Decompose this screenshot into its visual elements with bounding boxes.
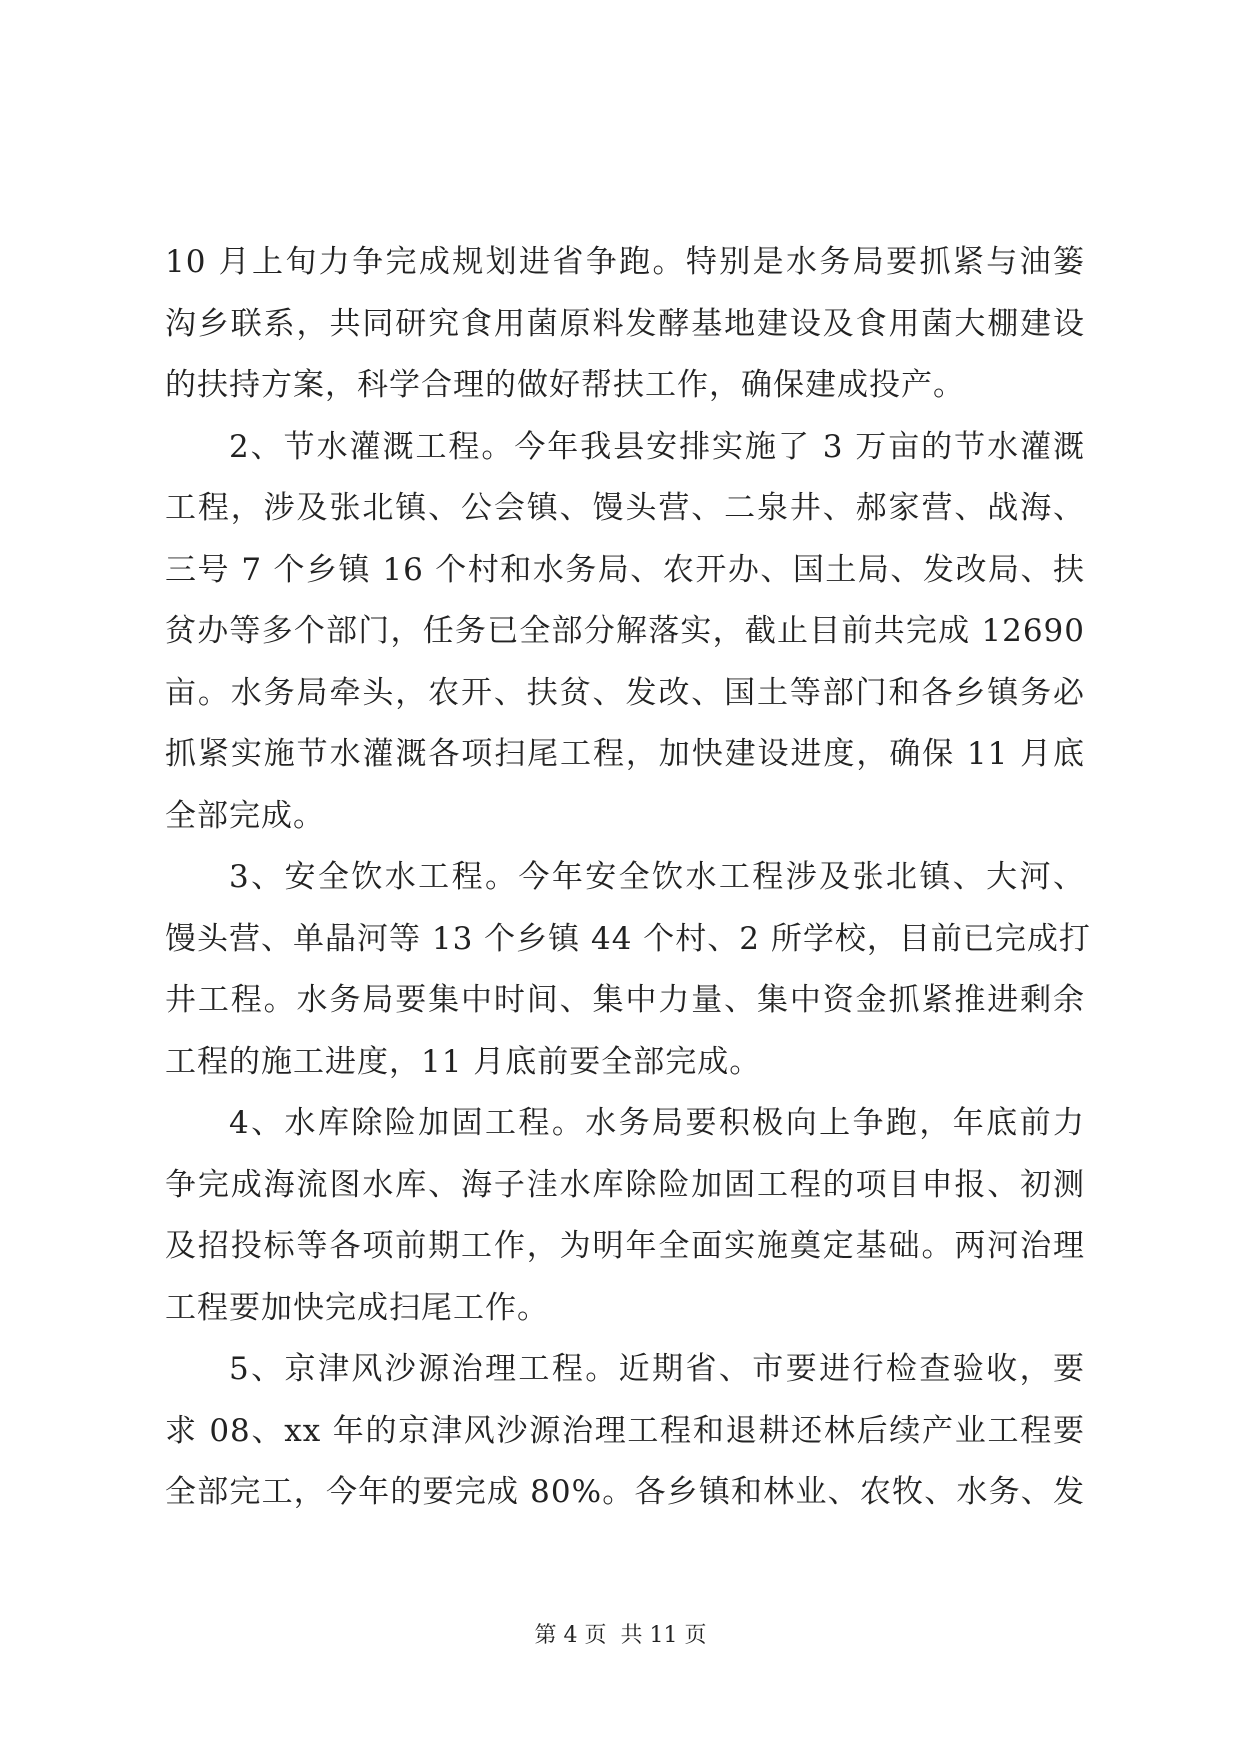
text-line: 工程，涉及张北镇、公会镇、馒头营、二泉井、郝家营、战海、 — [165, 490, 1085, 526]
text-line: 工程的施工进度，11 月底前要全部完成。 — [165, 1043, 762, 1080]
text-line: 工程要加快完成扫尾工作。 — [165, 1289, 549, 1326]
text-line: 沟乡联系，共同研究食用菌原料发酵基地建设及食用菌大棚建设 — [165, 305, 1085, 342]
text-line: 三号 7 个乡镇 16 个村和水务局、农开办、国土局、发改局、扶 — [165, 551, 1085, 588]
paragraph-water-saving-irrigation — [165, 417, 1085, 848]
text-line: 4、水库除险加固工程。水务局要积极向上争跑，年底前力 — [229, 1105, 1085, 1141]
text-line: 全部完工，今年的要完成 80%。各乡镇和林业、农牧、水务、发 — [165, 1474, 1085, 1510]
text-line: 10 月上旬力争完成规划进省争跑。特别是水务局要抓紧与油篓 — [165, 244, 1085, 280]
document-page — [165, 232, 1091, 1524]
text-line: 的扶持方案，科学合理的做好帮扶工作，确保建成投产。 — [165, 367, 965, 403]
text-line: 井工程。水务局要集中时间、集中力量、集中资金抓紧推进剩余 — [165, 982, 1085, 1018]
text-line: 亩。水务局牵头，农开、扶贫、发改、国土等部门和各乡镇务必 — [165, 674, 1085, 711]
text-line: 2、节水灌溉工程。今年我县安排实施了 3 万亩的节水灌溉 — [229, 428, 1085, 465]
page-footer — [0, 1618, 1241, 1649]
text-line: 抓紧实施节水灌溉各项扫尾工程，加快建设进度，确保 11 月底 — [165, 736, 1085, 772]
paragraph-sandstorm-source-control — [165, 1339, 1085, 1524]
paragraph-safe-drinking-water — [165, 847, 1091, 1093]
text-line: 及招投标等各项前期工作，为明年全面实施奠定基础。两河治理 — [165, 1228, 1085, 1264]
paragraph-reservoir-reinforcement — [165, 1093, 1085, 1339]
page-number: 第 4 页 共 11 页 — [534, 1623, 707, 1648]
text-line: 争完成海流图水库、海子洼水库除险加固工程的项目申报、初测 — [165, 1166, 1085, 1203]
paragraph-continuation — [165, 232, 1085, 417]
text-line: 贫办等多个部门，任务已全部分解落实，截止目前共完成 12690 — [165, 613, 1085, 649]
text-line: 全部完成。 — [165, 797, 325, 834]
text-line: 求 08、xx 年的京津风沙源治理工程和退耕还林后续产业工程要 — [165, 1412, 1085, 1449]
text-line: 3、安全饮水工程。今年安全饮水工程涉及张北镇、大河、 — [229, 859, 1085, 895]
text-line: 5、京津风沙源治理工程。近期省、市要进行检查验收，要 — [229, 1351, 1085, 1387]
text-line: 馒头营、单晶河等 13 个乡镇 44 个村、2 所学校，目前已完成打 — [165, 920, 1091, 957]
